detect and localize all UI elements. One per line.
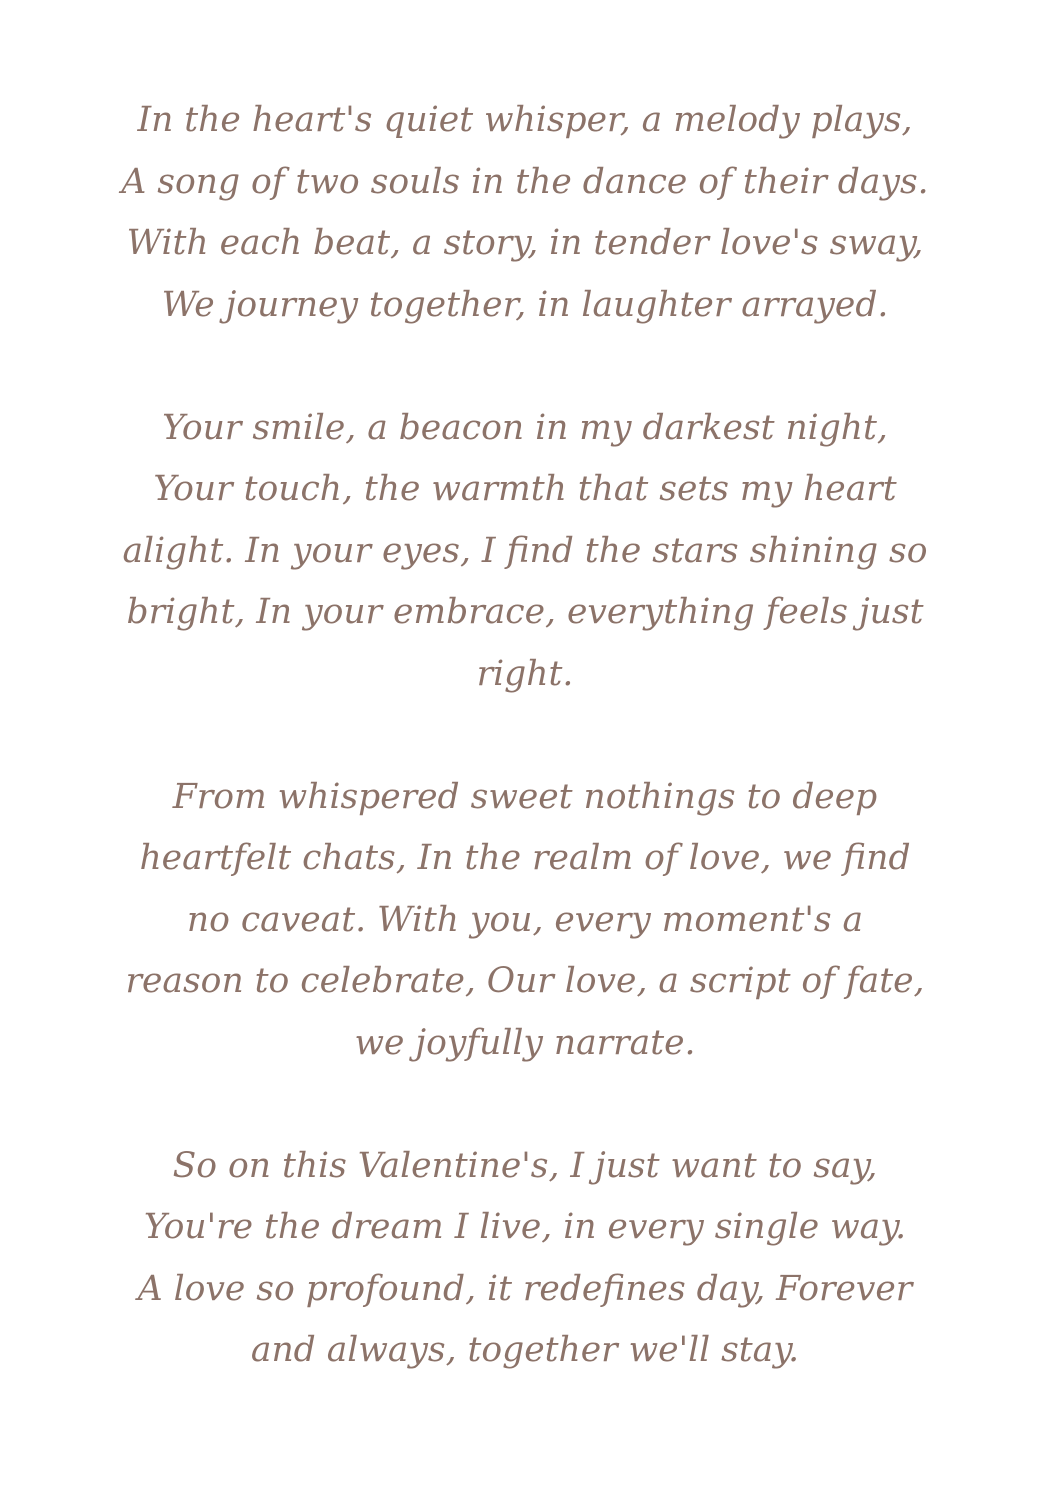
- poem-line: bright, In your embrace, everything feels just: [126, 592, 924, 632]
- poem-line: So on this Valentine's, I just want to say,: [172, 1145, 878, 1186]
- poem-line: and always, together we'll stay.: [250, 1330, 800, 1370]
- poem-line: Your smile, a beacon in my darkest night,: [162, 407, 888, 448]
- poem-line: Your touch, the warmth that sets my heart: [153, 469, 897, 509]
- poem-line: heartfelt chats, In the realm of love, we find: [139, 838, 911, 878]
- stanza-4: [95, 1136, 955, 1382]
- poem-body: [95, 90, 955, 1382]
- poem-line: alight. In your eyes, I find the stars shining so: [122, 530, 928, 571]
- poem-line: A love so profound, it redefines day, Forever: [137, 1268, 913, 1309]
- poem-line: A song of two souls in the dance of their days.: [121, 161, 929, 202]
- poem-line: You're the dream I live, in every single way.: [143, 1207, 907, 1247]
- poem-line: We journey together, in laughter arrayed.: [161, 284, 889, 325]
- poem-line: With each beat, a story, in tender love's sway,: [126, 223, 924, 263]
- poem-line: we joyfully narrate.: [354, 1022, 696, 1063]
- stanza-2: [95, 398, 955, 706]
- poem-line: no caveat. With you, every moment's a: [186, 899, 864, 940]
- poem-line: In the heart's quiet whisper, a melody plays,: [137, 100, 913, 140]
- poem-line: right.: [476, 653, 574, 694]
- stanza-3: [95, 767, 955, 1075]
- poem-line: From whispered sweet nothings to deep: [172, 776, 878, 817]
- stanza-1: [95, 90, 955, 336]
- poem-line: reason to celebrate, Our love, a script of fate,: [125, 961, 925, 1001]
